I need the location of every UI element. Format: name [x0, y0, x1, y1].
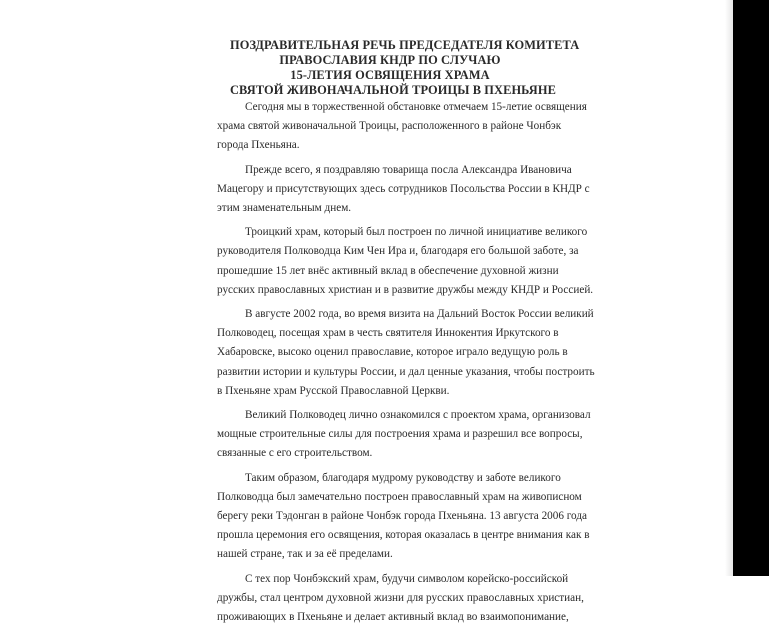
- paragraph-line: Таким образом, благодаря мудрому руководству и заботе великого: [245, 471, 561, 484]
- page-edge-shadow: [725, 0, 733, 576]
- paragraph-line: Прежде всего, я поздравляю товарища посла Александра Ивановича: [245, 163, 572, 176]
- paragraph-line: этим знаменательным днем.: [217, 202, 352, 215]
- document-body: [217, 98, 595, 632]
- title-line: СВЯТОЙ ЖИВОНАЧАЛЬНОЙ ТРОИЦЫ В ПХЕНЬЯНЕ: [230, 83, 556, 97]
- paragraph-line: В августе 2002 года, во время визита на Дальний Восток России великий: [245, 308, 594, 321]
- paragraph-line: берегу реки Тэдонган в районе Чонбэк города Пхеньяна. 13 августа 2006 года: [217, 510, 587, 523]
- paragraph-line: связанные с его строительством.: [217, 447, 373, 460]
- paragraph-line: храма святой живоначальной Троицы, расположенного в районе Чонбэк: [217, 120, 562, 133]
- paragraph: [217, 223, 594, 300]
- paragraph-line: мощные строительные силы для построения храма и разрешил все вопросы,: [217, 428, 583, 441]
- paragraph: [217, 305, 595, 401]
- paragraph-line: Полководца был замечательно построен православный храм на живописном: [217, 490, 582, 503]
- paragraph-line: Великий Полководец лично ознакомился с проектом храма, организовал: [245, 409, 591, 422]
- paragraph-line: развитии истории и культуры России, и дал ценные указания, чтобы построить: [217, 365, 595, 378]
- title-line: ПОЗДРАВИТЕЛЬНАЯ РЕЧЬ ПРЕДСЕДАТЕЛЯ КОМИТЕТА: [230, 38, 580, 52]
- paragraph-line: дружбы, стал центром духовной жизни для русских православных христиан,: [217, 591, 584, 604]
- paragraph-line: С тех пор Чонбэкский храм, будучи символом корейско-российской: [245, 572, 569, 585]
- paragraph-line: Мацегору и присутствующих здесь сотрудников Посольства России в КНДР с: [217, 182, 590, 195]
- paragraph-line: руководителя Полководца Ким Чен Ира и, благодаря его большой заботе, за: [217, 245, 579, 258]
- paragraph-line: прошедшие 15 лет внёс активный вклад в обеспечение духовной жизни: [217, 264, 559, 277]
- paragraph-line: нашей стране, так и за её пределами.: [217, 548, 393, 561]
- title-line: ПРАВОСЛАВИЯ КНДР ПО СЛУЧАЮ: [279, 53, 501, 67]
- paragraph: [217, 161, 590, 219]
- paragraph-line: города Пхеньяна.: [217, 139, 300, 152]
- document-title: [230, 38, 580, 98]
- paragraph-line: русских православных христиан и в развитие дружбы между КНДР и Россией.: [217, 283, 594, 296]
- paragraph: [217, 469, 590, 565]
- paragraph: [217, 570, 584, 628]
- title-line: 15-ЛЕТИЯ ОСВЯЩЕНИЯ ХРАМА: [290, 68, 490, 82]
- paragraph-line: в Пхеньяне храм Русской Православной Церкви.: [217, 384, 450, 397]
- paragraph: [217, 406, 591, 464]
- paragraph-line: Сегодня мы в торжественной обстановке отмечаем 15-летие освящения: [245, 101, 587, 113]
- scan-border: [733, 0, 769, 576]
- paragraph-line: Хабаровске, высоко оценил православие, которое играло ведущую роль в: [217, 346, 568, 359]
- paragraph-line: проживающих в Пхеньяне и делает активный вклад во взаимопонимание,: [217, 611, 569, 624]
- paragraph-line: Троицкий храм, который был построен по личной инициативе великого: [245, 226, 588, 239]
- paragraph: [217, 98, 587, 156]
- paragraph-line: прошла церемония его освящения, которая оказалась в центре внимания как в: [217, 529, 590, 542]
- paragraph-line: Полководец, посещая храм в честь святителя Иннокентия Иркутского в: [217, 327, 559, 340]
